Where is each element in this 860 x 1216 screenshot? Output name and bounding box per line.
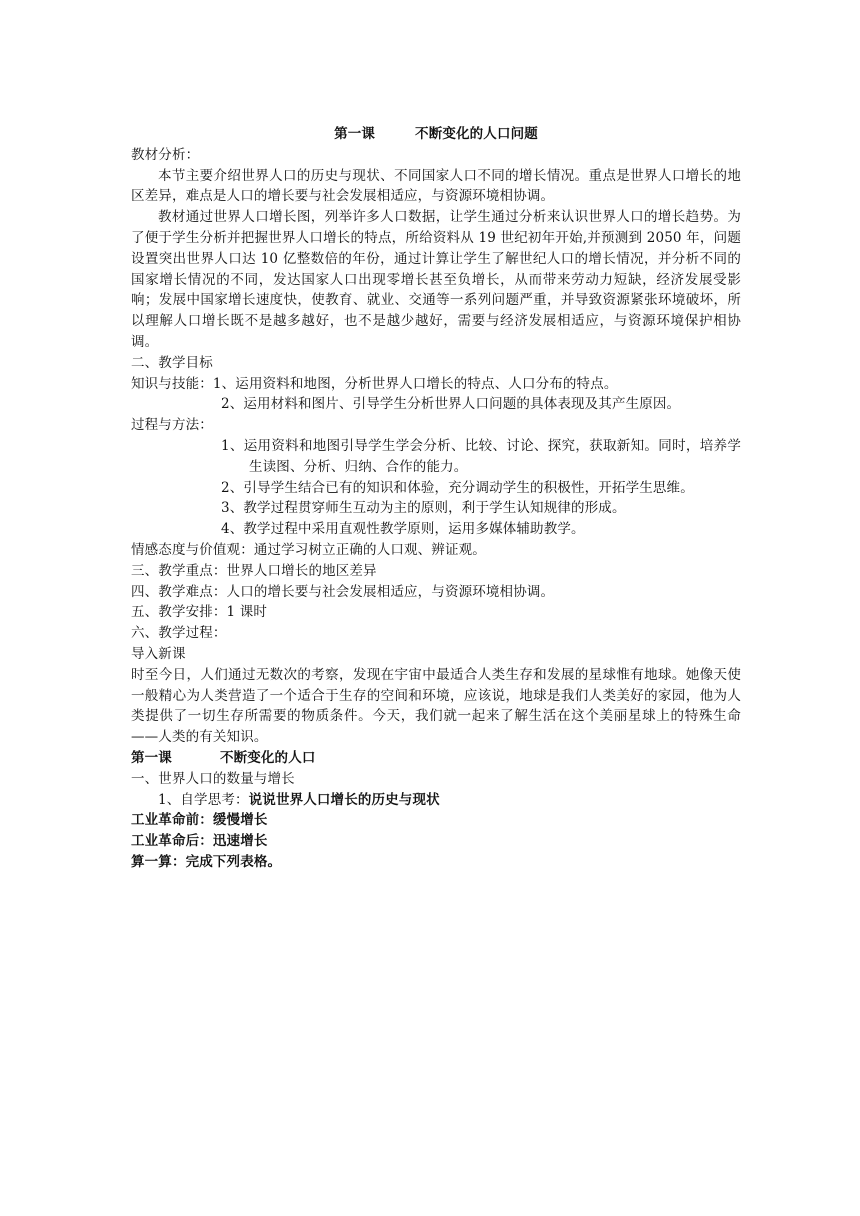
intro-heading: 导入新课 — [131, 645, 186, 662]
document-body — [131, 124, 741, 873]
title-lesson-number: 第一课 — [334, 126, 376, 142]
self-study-topic: 说说世界人口增长的历史与现状 — [248, 791, 440, 808]
knowledge-item-1 — [131, 374, 741, 395]
self-study — [131, 790, 741, 811]
knowledge-text-1: 1、运用资料和地图，分析世界人口增长的特点、人口分布的特点。 — [212, 375, 618, 392]
process-item-1: 1、运用资料和地图引导学生学会分析、比较、讨论、探究，获取新知。同时，培养学生读图、分析、归纳、合作的能力。 — [221, 437, 741, 475]
self-study-label: 1、自学思考： — [158, 791, 249, 808]
analysis-paragraph-2: 教材通过世界人口增长图，列举许多人口数据，让学生通过分析来认识世界人口的增长趋势。为了便于学生分析并把握世界人口增长的特点，所给资料从 19 世纪初年开始,并预测到 2050 年，问题设置突出世界人口达 10 亿整数倍的年份，通过计算让学生了解世纪人口的增长情况，并分析不同的国家增长情况的不同，发达国家人口出现零增长甚至负增长，从而带来劳动力短缺，经济发展受影响；发展中国家增长速度快，使教育、就业、交通等一系列问题严重，并导致资源紧张环境破坏，所以理解人口增长既不是越多越好，也不是越少越好，需要与经济发展相适应，与资源环境保护相协调。 — [131, 209, 741, 350]
knowledge-item-2: 2、运用材料和图片、引导学生分析世界人口问题的具体表现及其产生原因。 — [221, 396, 681, 413]
knowledge-label: 知识与技能： — [131, 375, 213, 392]
title-lesson-name: 不断变化的人口问题 — [415, 126, 538, 142]
emotion-goal: 情感态度与价值观：通过学习树立正确的人口观、辨证观。 — [131, 541, 486, 558]
process-item-3: 3、教学过程贯穿师生互动为主的原则，利于学生认知规律的形成。 — [221, 500, 626, 517]
lesson-name: 不断变化的人口 — [219, 749, 316, 766]
lesson-heading — [131, 748, 741, 769]
lesson-number: 第一课 — [131, 749, 172, 766]
goals-heading: 二、教学目标 — [131, 354, 213, 371]
difficulty: 四、教学难点：人口的增长要与社会发展相适应，与资源环境相协调。 — [131, 583, 555, 600]
schedule: 五、教学安排：1 课时 — [131, 604, 268, 621]
process-label: 过程与方法： — [131, 417, 213, 434]
process-item-2: 2、引导学生结合已有的知识和体验，充分调动学生的积极性，开拓学生思维。 — [221, 479, 694, 496]
section-1-heading: 一、世界人口的数量与增长 — [131, 770, 295, 787]
process-item-4: 4、教学过程中采用直观性教学原则，运用多媒体辅助教学。 — [221, 521, 585, 538]
page-title — [131, 124, 741, 145]
before-industrial: 工业革命前：缓慢增长 — [131, 812, 268, 829]
key-point: 三、教学重点：世界人口增长的地区差异 — [131, 562, 377, 579]
calc-instruction: 算一算：完成下列表格。 — [131, 853, 282, 870]
analysis-heading: 教材分析： — [131, 146, 200, 163]
process-heading: 六、教学过程： — [131, 625, 227, 642]
analysis-paragraph-1: 本节主要介绍世界人口的历史与现状、不同国家人口不同的增长情况。重点是世界人口增长的地区差异，难点是人口的增长要与社会发展相适应，与资源环境相协调。 — [131, 167, 741, 205]
intro-text: 时至今日，人们通过无数次的考察，发现在宇宙中最适合人类生存和发展的星球惟有地球。她像天使一般精心为人类营造了一个适合于生存的空间和环境，应该说，地球是我们人类美好的家园，他为人类提供了一切生存所需要的物质条件。今天，我们就一起来了解生活在这个美丽星球上的特殊生命——人类的有关知识。 — [131, 666, 741, 746]
after-industrial: 工业革命后：迅速增长 — [131, 833, 268, 850]
